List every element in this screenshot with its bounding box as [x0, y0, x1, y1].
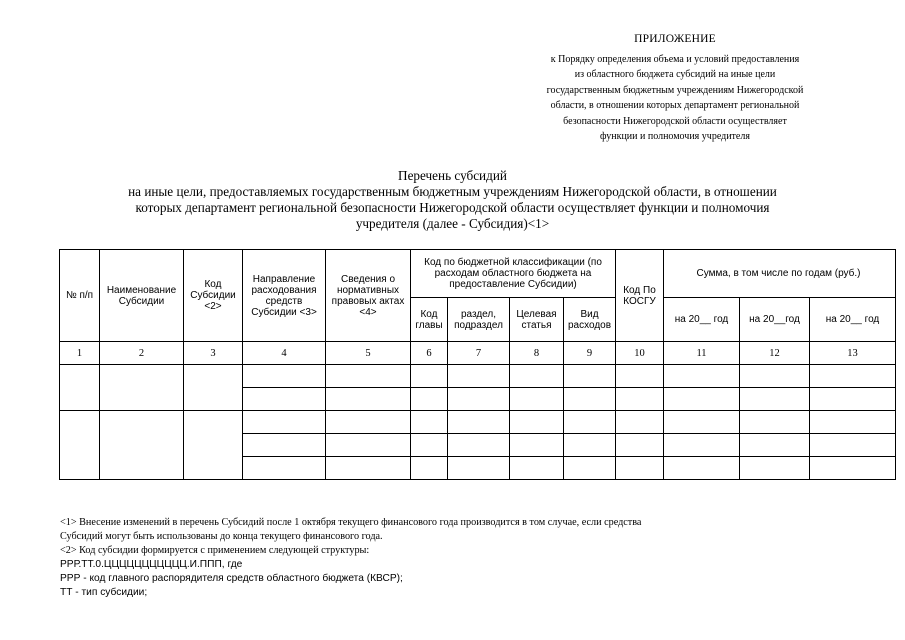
table-cell — [411, 388, 448, 411]
table-cell — [616, 434, 664, 457]
table-cell — [326, 365, 411, 388]
column-number: 8 — [510, 342, 564, 365]
footnote-line: <2> Код субсидии формируется с применением следующей структуры: — [60, 545, 370, 556]
column-number: 5 — [326, 342, 411, 365]
table-cell — [664, 388, 740, 411]
column-number: 11 — [664, 342, 740, 365]
table-cell — [448, 434, 510, 457]
table-cell — [100, 365, 184, 411]
table-cell — [60, 411, 100, 480]
table-cell — [510, 457, 564, 480]
table-cell — [184, 411, 243, 480]
table-cell — [740, 365, 810, 388]
appendix-line: из областного бюджета субсидий на иные цели — [574, 69, 776, 80]
column-number: 13 — [810, 342, 896, 365]
title-line: на иные цели, предоставляемых государственным бюджетным учреждениям Нижегородской области, в отношении — [128, 184, 777, 199]
table-cell — [664, 411, 740, 434]
column-number: 7 — [448, 342, 510, 365]
appendix-line: безопасности Нижегородской области осуществляет — [563, 115, 787, 127]
header-code: Код Субсидии <2> — [184, 250, 243, 342]
table-cell — [740, 434, 810, 457]
table-cell — [411, 411, 448, 434]
column-number: 2 — [100, 342, 184, 365]
table-cell — [564, 411, 616, 434]
table-cell — [184, 365, 243, 411]
table-cell — [664, 434, 740, 457]
table-cell — [510, 411, 564, 434]
table-cell — [616, 365, 664, 388]
header-direction: Направление расходования средств Субсидии <3> — [243, 250, 326, 342]
column-number: 12 — [740, 342, 810, 365]
appendix-line: к Порядку определения объема и условий предоставления — [550, 53, 800, 65]
table-cell — [510, 434, 564, 457]
table-cell — [810, 434, 896, 457]
subheader-target: Целевая статья — [510, 298, 564, 342]
document-title — [60, 168, 845, 232]
title-line: Перечень субсидий — [398, 168, 507, 183]
table-cell — [326, 411, 411, 434]
table-cell — [810, 457, 896, 480]
table-cell — [326, 388, 411, 411]
column-number: 4 — [243, 342, 326, 365]
table-cell — [326, 457, 411, 480]
table-cell — [510, 365, 564, 388]
table-cell — [564, 388, 616, 411]
appendix-line: государственным бюджетным учреждениям Нижегородской — [546, 84, 804, 96]
footnote-line: <1> Внесение изменений в перечень Субсидий после 1 октября текущего финансового года производится в том случае, если средства — [60, 517, 642, 528]
table-cell — [243, 434, 326, 457]
table-cell — [243, 365, 326, 388]
subheader-year-2: на 20__год — [740, 298, 810, 342]
table-cell — [740, 411, 810, 434]
table-cell — [510, 388, 564, 411]
table-cell — [740, 457, 810, 480]
table-cell — [740, 388, 810, 411]
header-name: Наименование Субсидии — [100, 250, 184, 342]
table-cell — [326, 434, 411, 457]
table-cell — [810, 411, 896, 434]
title-line: которых департамент региональной безопасности Нижегородской области осуществляет функции и полномочия — [135, 200, 770, 215]
footnote-line: РРР.ТТ.0.ЦЦЦЦЦЦЦЦЦЦЦ.И.ППП, где — [60, 559, 243, 570]
footnote-line: РРР - код главного распорядителя средств областного бюджета (КВСР); — [60, 573, 403, 584]
appendix-block — [505, 32, 845, 145]
appendix-line: области, в отношении которых департамент региональной — [550, 100, 800, 111]
table-cell — [243, 388, 326, 411]
table-cell — [664, 365, 740, 388]
table-cell — [448, 457, 510, 480]
table-cell — [664, 457, 740, 480]
table-cell — [448, 365, 510, 388]
column-number: 6 — [411, 342, 448, 365]
table-cell — [243, 457, 326, 480]
appendix-title: ПРИЛОЖЕНИЕ — [634, 33, 716, 45]
table-cell — [243, 411, 326, 434]
column-number: 10 — [616, 342, 664, 365]
subheader-year-1: на 20__ год — [664, 298, 740, 342]
footnote-line: Субсидий могут быть использованы до конца текущего финансового года. — [60, 531, 383, 542]
appendix-line: функции и полномочия учредителя — [600, 131, 750, 142]
table-cell — [411, 434, 448, 457]
header-num: № п/п — [60, 250, 100, 342]
table-cell — [100, 411, 184, 480]
column-number: 1 — [60, 342, 100, 365]
table-cell — [564, 434, 616, 457]
footnote-line: ТТ - тип субсидии; — [60, 587, 148, 598]
table-cell — [616, 388, 664, 411]
table-row — [60, 411, 896, 434]
table-cell — [564, 457, 616, 480]
table-cell — [616, 457, 664, 480]
table-cell — [810, 365, 896, 388]
table-cell — [60, 365, 100, 411]
table-cell — [810, 388, 896, 411]
table-cell — [411, 365, 448, 388]
subheader-section: раздел, подраздел — [448, 298, 510, 342]
header-sum: Сумма, в том числе по годам (руб.) — [664, 250, 896, 298]
header-budget-class: Код по бюджетной классификации (по расходам областного бюджета на предоставление Субсидии) — [411, 250, 616, 298]
footnotes-block — [60, 516, 850, 600]
subheader-expense-type: Вид расходов — [564, 298, 616, 342]
table-cell — [564, 365, 616, 388]
subheader-year-3: на 20__ год — [810, 298, 896, 342]
table-cell — [411, 457, 448, 480]
title-line: учредителя (далее - Субсидия)<1> — [355, 216, 550, 231]
table-row — [60, 365, 896, 388]
subsidy-table — [59, 249, 896, 480]
table-cell — [448, 411, 510, 434]
column-number: 3 — [184, 342, 243, 365]
header-normative: Сведения о нормативных правовых актах <4> — [326, 250, 411, 342]
column-number-row — [60, 342, 896, 365]
table-cell — [448, 388, 510, 411]
subheader-head-code: Код главы — [411, 298, 448, 342]
column-number: 9 — [564, 342, 616, 365]
header-kosgu: Код По КОСГУ — [616, 250, 664, 342]
table-cell — [616, 411, 664, 434]
